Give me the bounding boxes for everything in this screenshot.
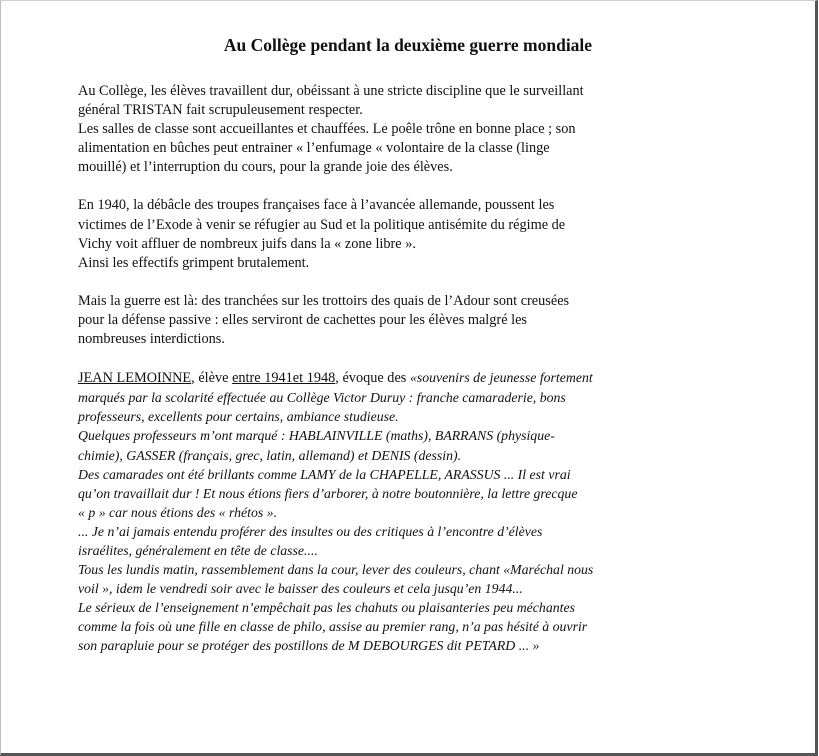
testimony-line: Tous les lundis matin, rassemblement dans la cour, lever des couleurs, chant «Maréchal nous <box>78 562 594 578</box>
text-line: nombreuses interdictions. <box>78 331 225 348</box>
text-line: Les salles de classe sont accueillantes et chauffées. Le poêle trône en bonne place ; son <box>78 121 576 138</box>
testimony-lead-quote: «souvenirs de jeunesse fortement <box>409 370 593 386</box>
testimony-line: voil », idem le vendredi soir avec le baisser des couleurs et cela jusqu’en 1944... <box>78 581 523 597</box>
testimony-line: Des camarades ont été brillants comme LAMY de la CHAPELLE, ARASSUS ... Il est vrai <box>78 466 571 482</box>
text-line: Vichy voit affluer de nombreux juifs dans la « zone libre ». <box>78 235 416 252</box>
text-line: Ainsi les effectifs grimpent brutalement. <box>78 254 310 271</box>
testimony-intro-text: , élève <box>191 370 233 387</box>
testimony-author: JEAN LEMOINNE <box>78 370 192 387</box>
text-line: pour la défense passive : elles serviront de cachettes pour les élèves malgré les <box>78 311 527 328</box>
text-line: victimes de l’Exode à venir se réfugier au Sud et la politique antisémite du régime de <box>78 216 566 233</box>
testimony-line: Le sérieux de l’enseignement n’empêchait pas les chahuts ou plaisanteries peu méchantes <box>78 600 575 616</box>
text-line: Au Collège, les élèves travaillent dur, obéissant à une stricte discipline que le surveillant <box>78 83 584 99</box>
testimony-line: israélites, généralement en tête de classe.... <box>78 542 318 558</box>
testimony-line: chimie), GASSER (français, grec, latin, allemand) et DENIS (dessin). <box>78 447 462 463</box>
testimony-quote <box>78 368 748 655</box>
testimony-line: ... Je n’ai jamais entendu proférer des insultes ou des critiques à l’encontre d’élèves <box>78 523 543 539</box>
testimony-intro-text: , évoque des <box>335 370 410 387</box>
page-title: Au Collège pendant la deuxième guerre mondiale <box>223 35 593 55</box>
testimony-line: qu’on travaillait dur ! Et nous étions fiers d’arborer, à notre boutonnière, la lettre grecque <box>78 485 578 501</box>
paragraph-1940-exode <box>78 196 748 272</box>
paragraph-college-discipline <box>78 82 748 177</box>
testimony-line: comme la fois où une fille en classe de philo, assise au premier rang, n’a pas hésité à ouvrir <box>78 619 588 635</box>
testimony-line: son parapluie pour se protéger des postillons de M DEBOURGES dit PETARD ... » <box>78 638 540 654</box>
document-body <box>78 82 748 675</box>
text-line: Mais la guerre est là: des tranchées sur les trottoirs des quais de l’Adour sont creusées <box>78 292 570 309</box>
testimony-line: marqués par la scolarité effectuée au Collège Victor Duruy : franche camaraderie, bons <box>78 390 566 406</box>
text-line: général TRISTAN fait scrupuleusement respecter. <box>78 102 363 119</box>
paragraph-war-trenches <box>78 292 748 349</box>
text-line: mouillé) et l’interruption du cours, pour la grande joie des élèves. <box>78 159 453 176</box>
testimony-years: entre 1941et 1948 <box>232 370 336 387</box>
text-line: En 1940, la débâcle des troupes françaises face à l’avancée allemande, poussent les <box>78 197 555 214</box>
testimony-line: professeurs, excellents pour certains, ambiance studieuse. <box>78 409 399 425</box>
testimony-line: « p » car nous étions des « rhétos ». <box>78 504 278 520</box>
testimony-line: Quelques professeurs m’ont marqué : HABLAINVILLE (maths), BARRANS (physique- <box>78 428 555 444</box>
text-line: alimentation en bûches peut entrainer « l’enfumage « volontaire de la classe (linge <box>78 140 550 157</box>
testimony-intro-line <box>78 368 748 388</box>
